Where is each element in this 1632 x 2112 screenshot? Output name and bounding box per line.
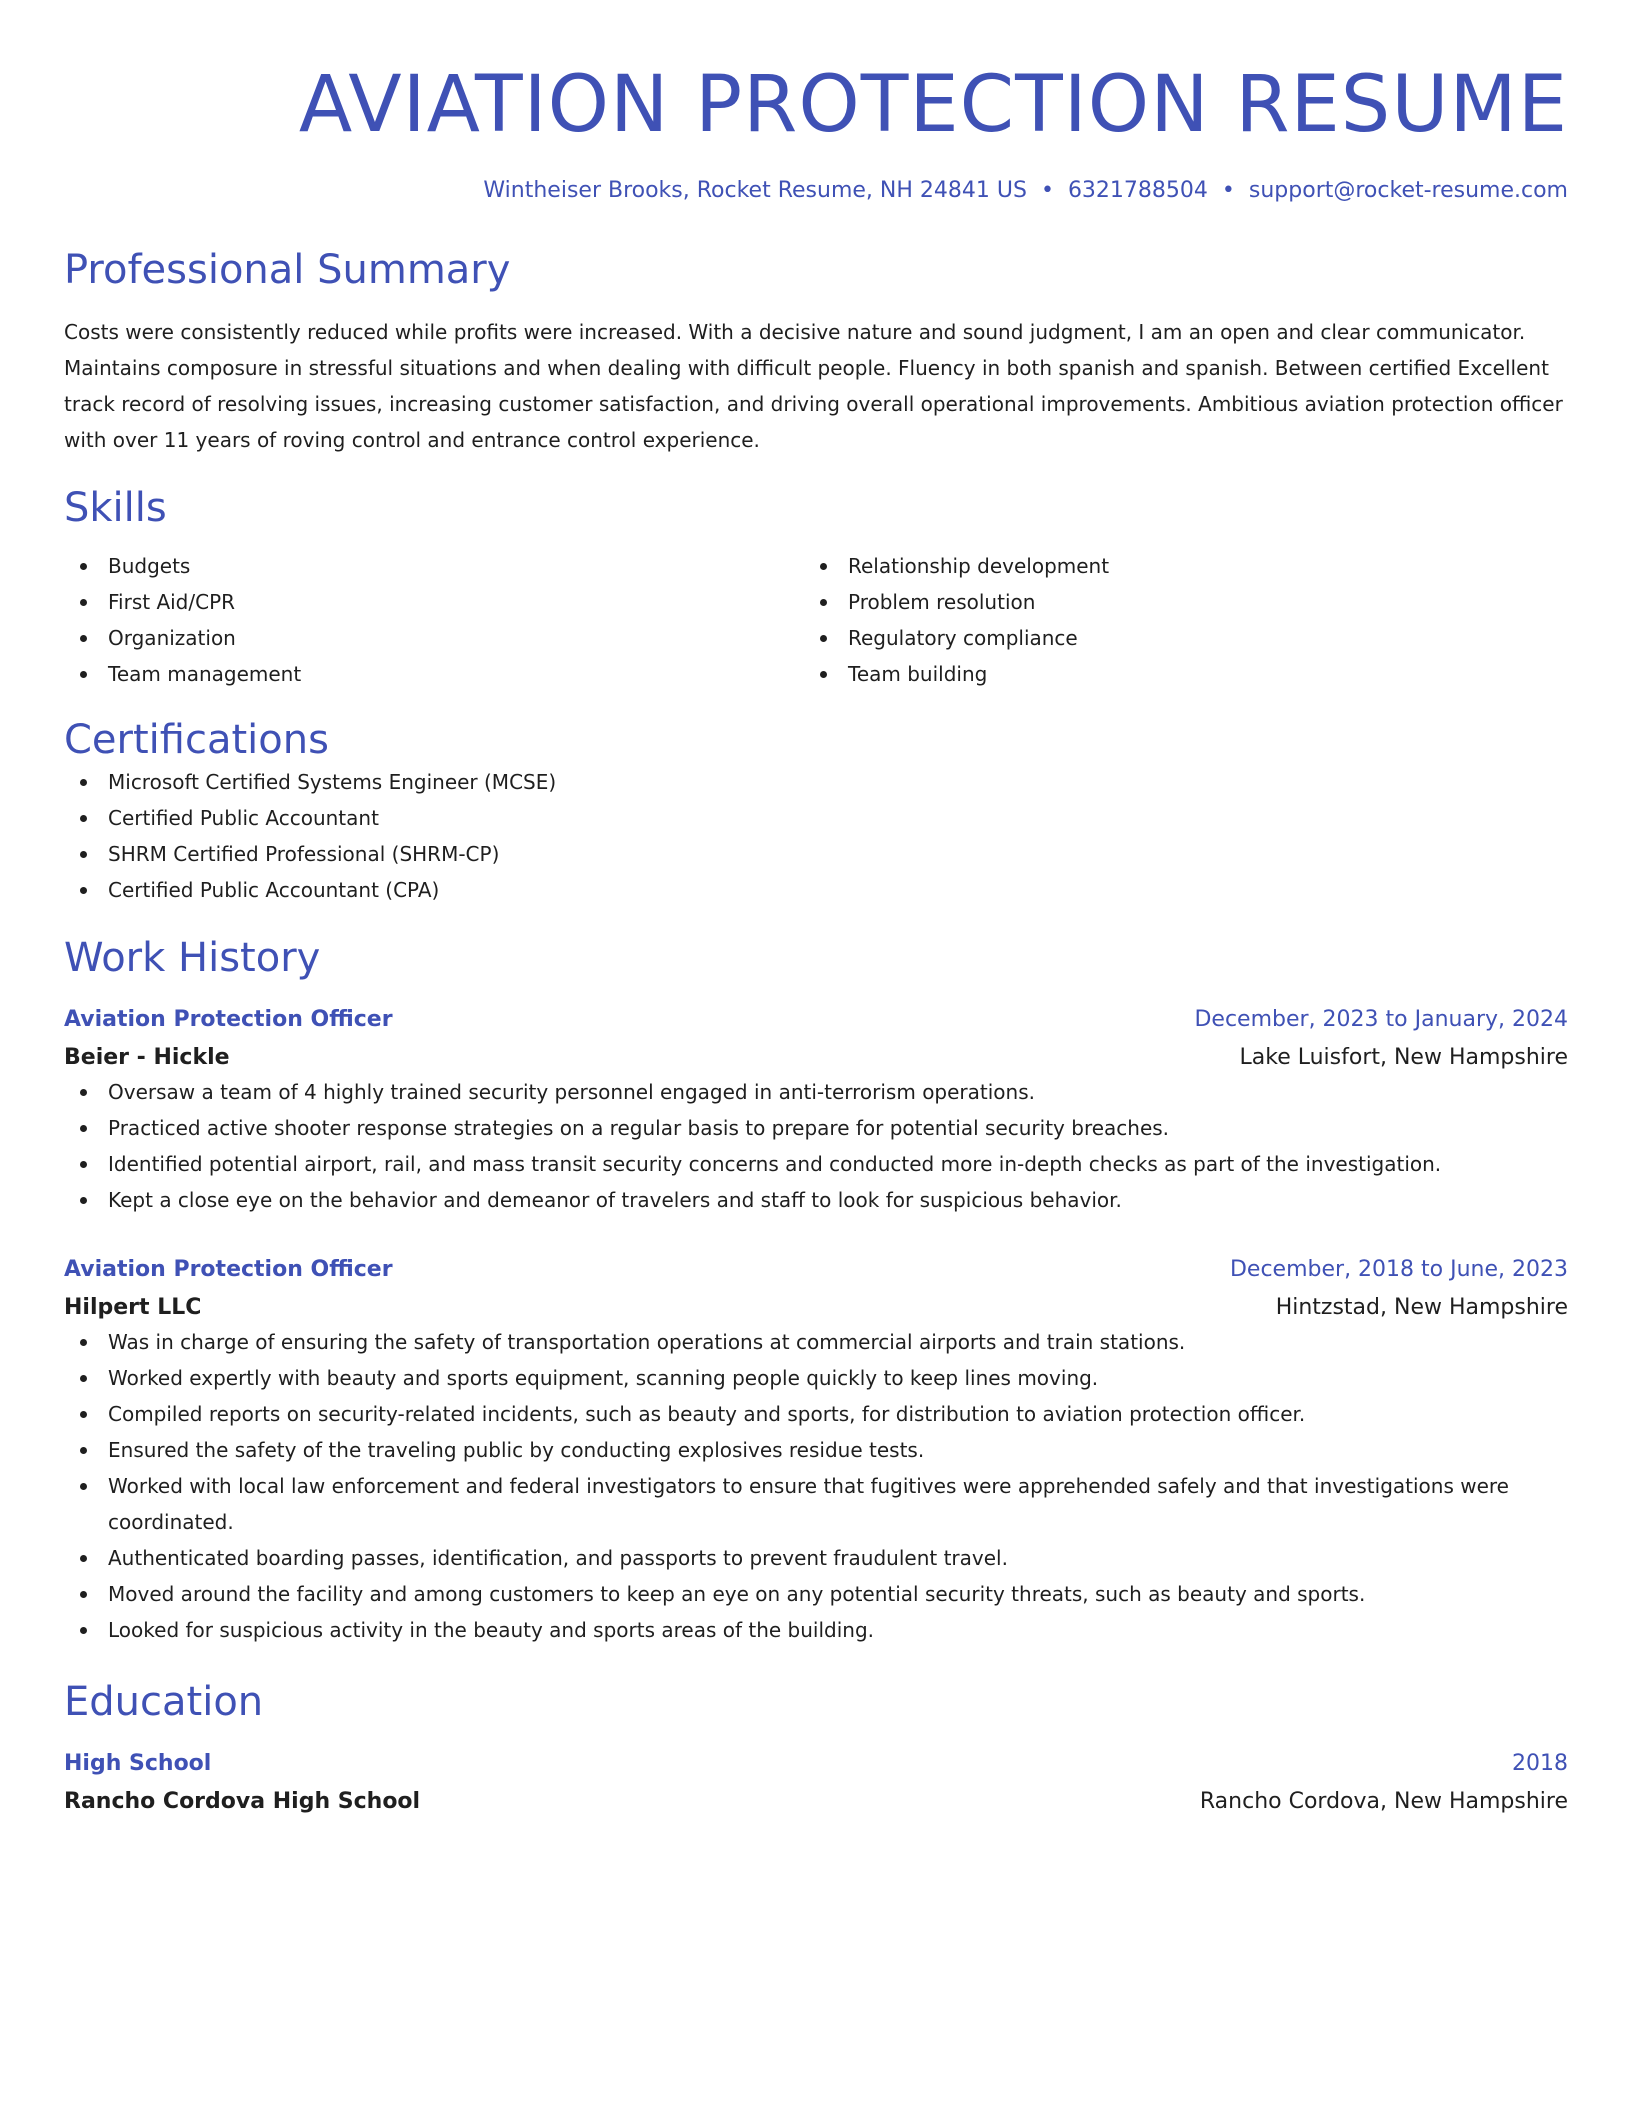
skills-column-left: [64, 548, 804, 692]
job-duty: Kept a close eye on the behavior and demeanor of travelers and staff to look for suspicious behavior.: [64, 1182, 1568, 1218]
job-entry: [64, 1254, 1568, 1648]
job-company-row: [64, 1286, 1568, 1324]
skills-grid: [64, 548, 1568, 692]
skill-item: Team management: [64, 656, 804, 692]
skills-list-left: [64, 548, 804, 692]
job-duties-list: [64, 1074, 1568, 1218]
job-role: Aviation Protection Officer: [64, 1007, 393, 1032]
job-duty: Worked expertly with beauty and sports equipment, scanning people quickly to keep lines moving.: [64, 1360, 1568, 1396]
education-school-row: [64, 1780, 1568, 1818]
skill-item: Regulatory compliance: [804, 620, 1544, 656]
skill-item: Organization: [64, 620, 804, 656]
summary-heading: Professional Summary: [64, 247, 511, 293]
resume-title: AVIATION PROTECTION RESUME: [298, 60, 1568, 150]
skills-column-right: [804, 548, 1544, 692]
certifications-heading: Certifications: [64, 717, 329, 763]
education-entry: [64, 1748, 1568, 1818]
skill-item: First Aid/CPR: [64, 584, 804, 620]
job-company-row: [64, 1036, 1568, 1074]
contact-address: Wintheiser Brooks, Rocket Resume, NH 24841 US: [483, 178, 1027, 203]
education-year: 2018: [1512, 1751, 1568, 1776]
job-dates: December, 2023 to January, 2024: [1194, 1007, 1568, 1032]
education-heading: Education: [64, 1679, 264, 1725]
job-role: Aviation Protection Officer: [64, 1257, 393, 1282]
education-school: Rancho Cordova High School: [64, 1789, 421, 1814]
job-duty: Moved around the facility and among customers to keep an eye on any potential security threats, such as beauty and sports.: [64, 1576, 1568, 1612]
skill-item: Team building: [804, 656, 1544, 692]
job-duties-list: [64, 1324, 1568, 1648]
job-header-row: [64, 1254, 1568, 1286]
job-duty: Looked for suspicious activity in the beauty and sports areas of the building.: [64, 1612, 1568, 1648]
certification-item: SHRM Certified Professional (SHRM-CP): [64, 836, 1568, 872]
skill-item: Problem resolution: [804, 584, 1544, 620]
job-company: Beier - Hickle: [64, 1045, 230, 1070]
contact-separator: •: [1221, 178, 1235, 203]
education-header-row: [64, 1748, 1568, 1780]
job-duty: Identified potential airport, rail, and mass transit security concerns and conducted more in-depth checks as part of the investigation.: [64, 1146, 1568, 1182]
job-duty: Was in charge of ensuring the safety of transportation operations at commercial airports and train stations.: [64, 1324, 1568, 1360]
job-header-row: [64, 1004, 1568, 1036]
job-duty: Practiced active shooter response strategies on a regular basis to prepare for potential security breaches.: [64, 1110, 1568, 1146]
skill-item: Budgets: [64, 548, 804, 584]
job-duty: Oversaw a team of 4 highly trained security personnel engaged in anti-terrorism operations.: [64, 1074, 1568, 1110]
job-dates: December, 2018 to June, 2023: [1229, 1257, 1568, 1282]
education-location: Rancho Cordova, New Hampshire: [1199, 1789, 1568, 1814]
work-history-heading: Work History: [64, 935, 321, 981]
job-duty: Worked with local law enforcement and federal investigators to ensure that fugitives were apprehended safely and that investigations were coordinated.: [64, 1468, 1568, 1540]
certification-item: Microsoft Certified Systems Engineer (MCSE): [64, 764, 1568, 800]
summary-text: Costs were consistently reduced while profits were increased. With a decisive nature and sound judgment, I am an open and clear communicator. Maintains composure in stressful situations and when dealing with difficult people. Fluency in both spanish and spanish. Between certified Excellent track record of resolving issues, increasing customer satisfaction, and driving overall operational improvements. Ambitious aviation protection officer with over 11 years of roving control and entrance control experience.: [64, 320, 1563, 452]
certification-item: Certified Public Accountant: [64, 800, 1568, 836]
contact-separator: •: [1040, 178, 1054, 203]
education-degree: High School: [64, 1751, 212, 1776]
job-duty: Ensured the safety of the traveling public by conducting explosives residue tests.: [64, 1432, 1568, 1468]
certifications-list: [64, 764, 1568, 908]
skills-heading: Skills: [64, 485, 167, 531]
job-entry: [64, 1004, 1568, 1218]
skills-list-right: [804, 548, 1544, 692]
job-duty: Compiled reports on security-related incidents, such as beauty and sports, for distribution to aviation protection officer.: [64, 1396, 1568, 1432]
contact-line: [64, 176, 1568, 206]
certification-item: Certified Public Accountant (CPA): [64, 872, 1568, 908]
job-company: Hilpert LLC: [64, 1295, 202, 1320]
job-location: Hintzstad, New Hampshire: [1275, 1295, 1568, 1320]
contact-phone: 6321788504: [1067, 178, 1208, 203]
skill-item: Relationship development: [804, 548, 1544, 584]
job-duty: Authenticated boarding passes, identification, and passports to prevent fraudulent travel.: [64, 1540, 1568, 1576]
job-location: Lake Luisfort, New Hampshire: [1239, 1045, 1568, 1070]
contact-email[interactable]: support@rocket-resume.com: [1248, 178, 1568, 203]
